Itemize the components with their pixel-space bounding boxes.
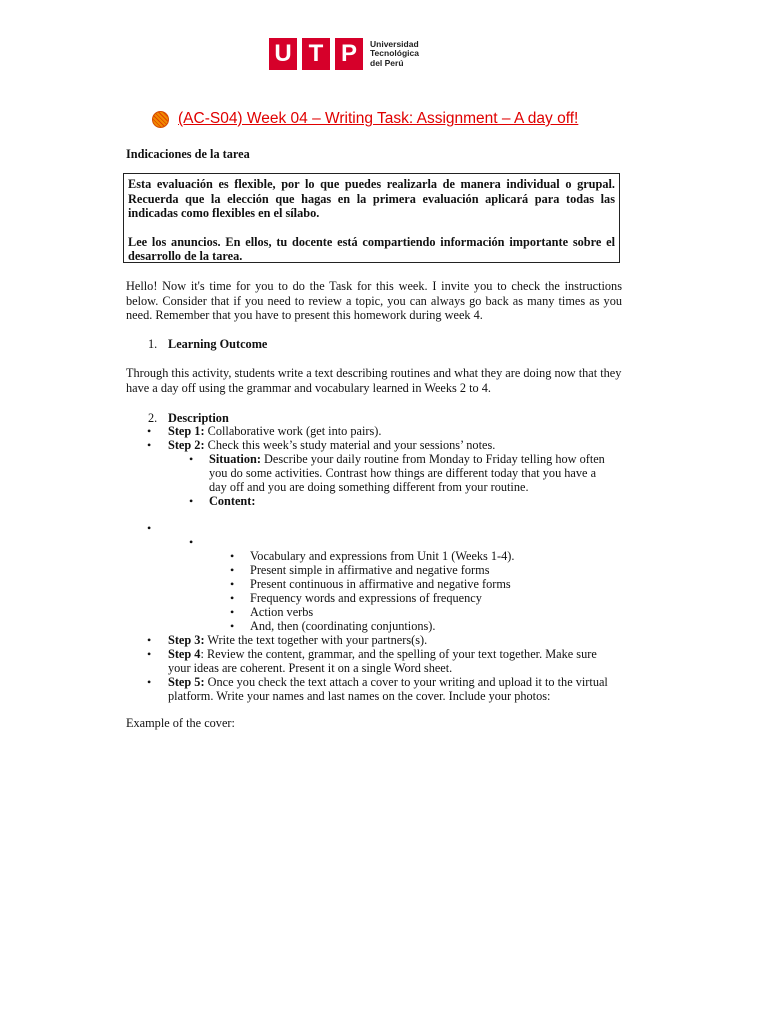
bullet: • <box>230 591 235 605</box>
section-1-title: Learning Outcome <box>168 337 268 351</box>
step-4-line-2: your ideas are coherent. Present it on a single Word sheet. <box>168 661 453 675</box>
step-4-line-1 <box>168 647 597 661</box>
bullet: • <box>147 438 152 452</box>
step-1-text: Collaborative work (get into pairs). <box>204 424 382 438</box>
bullet: • <box>230 605 235 619</box>
step-5-label: Step 5: <box>168 675 205 689</box>
bullet: • <box>147 521 152 535</box>
bullet: • <box>189 494 194 508</box>
box-paragraph-1: Esta evaluación es flexible, por lo que puedes realizarla de manera individual o grupal. Recuerda que la elección que hagas en la primera evaluación aplicará para todas las indicadas como flexibles en el sílabo. <box>128 177 615 220</box>
utp-logo <box>269 38 419 70</box>
logo-text <box>370 40 419 69</box>
content-item: Action verbs <box>250 605 314 619</box>
situation-text-1: Describe your daily routine from Monday to Friday telling how often <box>260 452 605 466</box>
section-2-number: 2. <box>148 411 158 425</box>
bullet: • <box>230 563 235 577</box>
bullet: • <box>230 619 235 633</box>
step-2 <box>168 438 495 452</box>
logo-letter-p: P <box>335 38 363 70</box>
logo-line-3: del Perú <box>370 57 404 68</box>
page-title-row <box>152 110 578 128</box>
step-3-label: Step 3: <box>168 633 205 647</box>
bullet: • <box>147 633 152 647</box>
step-3-text: Write the text together with your partners(s). <box>204 633 428 647</box>
step-1 <box>168 424 381 438</box>
logo-letter-u: U <box>269 38 297 70</box>
content-item: Present continuous in affirmative and negative forms <box>250 577 511 591</box>
situation-line-2: you do some activities. Contrast how things are different today that you have a <box>209 466 597 480</box>
section-1-number: 1. <box>148 337 158 351</box>
content-label: Content: <box>209 494 256 508</box>
logo-line-1: Universidad <box>370 38 419 49</box>
box-paragraph-2: Lee los anuncios. En ellos, tu docente está compartiendo información importante sobre el desarrollo de la tarea. <box>128 234 615 263</box>
step-2-text: Check this week’s study material and your sessions’ notes. <box>204 438 496 452</box>
step-5-line-2: platform. Write your names and last names on the cover. Include your photos: <box>168 689 551 703</box>
step-3 <box>168 633 427 647</box>
step-5-line-1 <box>168 675 608 689</box>
step-4-label: Step 4 <box>168 647 201 661</box>
indicaciones-heading: Indicaciones de la tarea <box>126 147 250 161</box>
orange-sphere-icon <box>152 111 169 128</box>
situation-line-1 <box>209 452 605 466</box>
example-cover-label: Example of the cover: <box>126 716 235 730</box>
step-5-text-1: Once you check the text attach a cover to your writing and upload it to the virtual <box>204 675 608 689</box>
step-4-text-1: : Review the content, grammar, and the spelling of your text together. Make sure <box>200 647 597 661</box>
logo-line-2: Tecnológica <box>370 48 419 59</box>
page-title: (AC-S04) Week 04 – Writing Task: Assignment – A day off! <box>178 110 579 127</box>
bullet: • <box>189 535 194 549</box>
bullet: • <box>189 452 194 466</box>
content-item: Frequency words and expressions of frequency <box>250 591 482 605</box>
content-item: Present simple in affirmative and negative forms <box>250 563 490 577</box>
bullet: • <box>147 675 152 689</box>
bullet: • <box>147 647 152 661</box>
intro-paragraph: Hello! Now it's time for you to do the Task for this week. I invite you to check the instructions below. Consider that if you need to review a topic, you can always go back as many times as you need. Remember that you have to present this homework during week 4. <box>126 279 622 322</box>
step-1-label: Step 1: <box>168 424 205 438</box>
situation-label: Situation: <box>209 452 261 466</box>
step-2-label: Step 2: <box>168 438 205 452</box>
content-item: And, then (coordinating conjuntions). <box>250 619 436 633</box>
section-2-title: Description <box>168 411 229 425</box>
logo-letter-t: T <box>302 38 330 70</box>
bullet: • <box>230 549 235 563</box>
bullet: • <box>147 424 152 438</box>
situation-line-3: day off and you are doing something different from your routine. <box>209 480 529 494</box>
content-item: Vocabulary and expressions from Unit 1 (Weeks 1-4). <box>250 549 515 563</box>
flexible-evaluation-box <box>123 173 620 263</box>
learning-outcome-text: Through this activity, students write a text describing routines and what they are doing now that they have a day off using the grammar and vocabulary learned in Weeks 2 to 4. <box>126 366 622 395</box>
bullet: • <box>230 577 235 591</box>
